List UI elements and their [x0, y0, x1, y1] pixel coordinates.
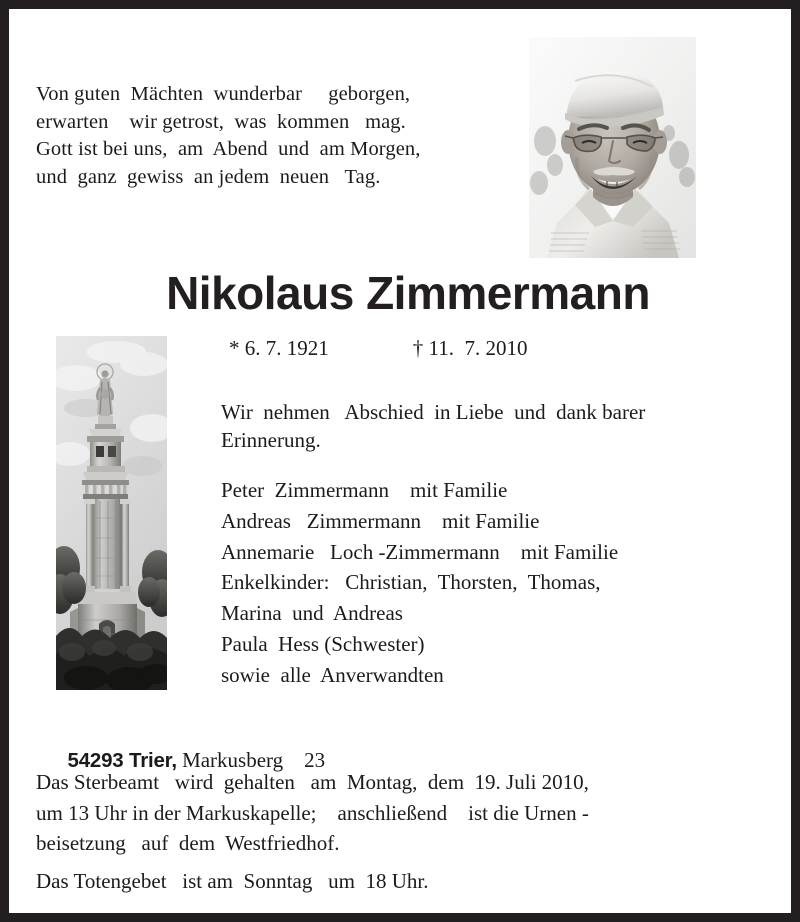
address-city: 54293 Trier,	[67, 749, 177, 772]
memorial-poem	[36, 81, 496, 191]
page-title: Nikolaus Zimmermann	[166, 267, 650, 319]
mourner-line-4: Enkelkinder: Christian, Thorsten, Thomas,	[221, 570, 601, 595]
obituary-paper	[9, 9, 791, 913]
service-line-3: beisetzung auf dem Westfriedhof.	[36, 831, 340, 855]
portrait-photo	[529, 37, 696, 258]
service-line-1: Das Sterbeamt wird gehalten am Montag, dem 19. Juli 2010,	[36, 770, 589, 794]
address-street: Markusberg 23	[176, 748, 326, 772]
poem-line-3: Gott ist bei uns, am Abend und am Morgen,	[36, 138, 421, 160]
farewell-message	[221, 399, 761, 454]
mourner-line-7: sowie alle Anverwandten	[221, 662, 444, 687]
poem-line-2: erwarten wir getrost, was kommen mag.	[36, 110, 406, 133]
portrait-photo-image	[529, 37, 696, 258]
poem-line-4: und ganz gewiss an jedem neuen Tag.	[36, 165, 381, 188]
life-dates	[229, 335, 649, 361]
monument-photo	[56, 336, 167, 690]
mourner-line-3: Annemarie Loch -Zimmermann mit Familie	[221, 539, 619, 564]
mourner-line-1: Peter Zimmermann mit Familie	[221, 478, 508, 502]
mourner-line-5: Marina und Andreas	[221, 601, 403, 626]
poem-line-1: Von guten Mächten wunderbar geborgen,	[36, 83, 411, 105]
mourner-line-2: Andreas Zimmermann mit Familie	[221, 508, 540, 533]
prayer-service-line: Das Totengebet ist am Sonntag um 18 Uhr.	[36, 869, 429, 893]
farewell-line-2: Erinnerung.	[221, 427, 321, 452]
mourners-list	[221, 475, 766, 691]
funeral-service-details	[36, 767, 771, 859]
farewell-line-1: Wir nehmen Abschied in Liebe und dank barer	[221, 400, 646, 424]
service-line-2: um 13 Uhr in der Markuskapelle; anschließend ist die Urnen -	[36, 800, 589, 825]
death-date: † 11. 7. 2010	[412, 336, 528, 360]
birth-date: * 6. 7. 1921	[229, 336, 329, 360]
monument-photo-image	[56, 336, 167, 690]
mourner-line-6: Paula Hess (Schwester)	[221, 631, 425, 656]
